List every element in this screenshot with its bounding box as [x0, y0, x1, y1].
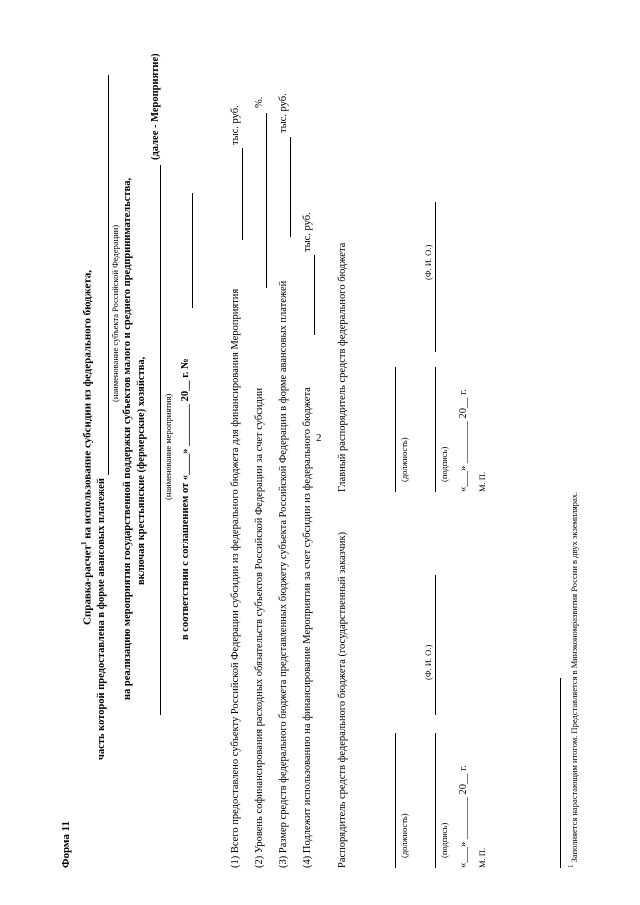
footnote-text: Заполняется нарастающим итогом. Представляется в Минэкономразвития России в двух экземплярах. [568, 491, 579, 865]
right-signatory-heading: Главный распорядитель средств федерального бюджета [337, 242, 348, 492]
left-date: «___» ________ 20__ г. [458, 765, 469, 868]
title-line-3: на реализацию мероприятия государственной поддержки субъектов малого и среднего предпринимательства, [122, 177, 133, 700]
measure-name-line [160, 165, 161, 715]
form-label: Форма 11 [60, 821, 72, 868]
title-text-rest: на использование субсидии из федерального бюджета, [81, 270, 94, 542]
footnote-separator [560, 678, 561, 868]
left-stamp: М. П. [477, 847, 487, 868]
item-2 [254, 388, 267, 868]
right-fio-line [435, 202, 436, 352]
item-4 [302, 387, 315, 868]
title-line-1 [80, 270, 95, 625]
subject-name-line [108, 75, 109, 475]
item-3-value-line [290, 137, 291, 237]
right-position-line [395, 367, 396, 492]
measure-name-caption: (наименование мероприятия) [163, 393, 173, 500]
title-text: Справка-расчет [81, 545, 94, 625]
agreement-number-line [192, 193, 193, 308]
left-position-line [395, 733, 396, 868]
item-1-value-line [242, 148, 243, 240]
left-position-caption: (должность) [399, 813, 409, 858]
title-line-4: включая крестьянские (фермерские) хозяйства, [136, 356, 147, 585]
item-3-text: (3) Размер средств федерального бюджета представленных бюджету субъекта Российской Федерации в форме авансовых платежей [278, 280, 289, 868]
footnote-mark: 1 [567, 864, 575, 868]
page-number: 2 [316, 432, 322, 444]
left-signature-caption: (подпись) [439, 822, 449, 858]
title-footnote-ref: 1 [80, 541, 88, 546]
left-signatory-heading: Распорядитель средств федерального бюджета (государственный заказчик) [337, 531, 348, 868]
item-1-text: (1) Всего предоставлено субъекту Российской Федерации субсидии из федерального бюджета для финансирования Мероприятия [230, 288, 241, 868]
title-line-5-suffix: (далее - Мероприятие) [150, 53, 161, 160]
title-line-2: часть которой предоставлена в форме авансовых платежей [96, 478, 107, 760]
left-fio-line [435, 575, 436, 715]
item-2-value-line [266, 113, 267, 288]
item-1-unit: тыс. руб. [230, 105, 241, 145]
right-fio-caption: (Ф. И. О.) [423, 244, 433, 280]
right-stamp: М. П. [477, 471, 487, 492]
item-1 [230, 289, 243, 868]
right-date: «___» ________ 20__ г. [458, 389, 469, 492]
right-signature-caption: (подпись) [439, 446, 449, 482]
left-signature-line [435, 733, 436, 868]
right-position-caption: (должность) [399, 437, 409, 482]
item-2-text: (2) Уровень софинансирования расходных обязательств субъектов Российской Федерации за счет субсидии [254, 387, 265, 868]
item-4-value-line [314, 255, 315, 335]
right-signature-line [435, 367, 436, 492]
item-4-unit: тыс. руб. [302, 212, 313, 252]
footnote [567, 492, 579, 868]
title-line-6: в соответствии с соглашением от «____» ________ 20__ г. № [180, 358, 191, 640]
item-3 [278, 281, 291, 868]
rotated-form-sheet [40, 20, 615, 880]
subject-name-caption: (наименование субъекта Российской Федерации) [110, 224, 120, 402]
left-fio-caption: (Ф. И. О.) [423, 644, 433, 680]
item-4-text: (4) Подлежит использованию на финансирование Мероприятия за счет субсидии из федерального бюджета [302, 387, 313, 868]
item-2-unit: %. [254, 96, 265, 108]
item-3-unit: тыс. руб. [278, 93, 289, 133]
